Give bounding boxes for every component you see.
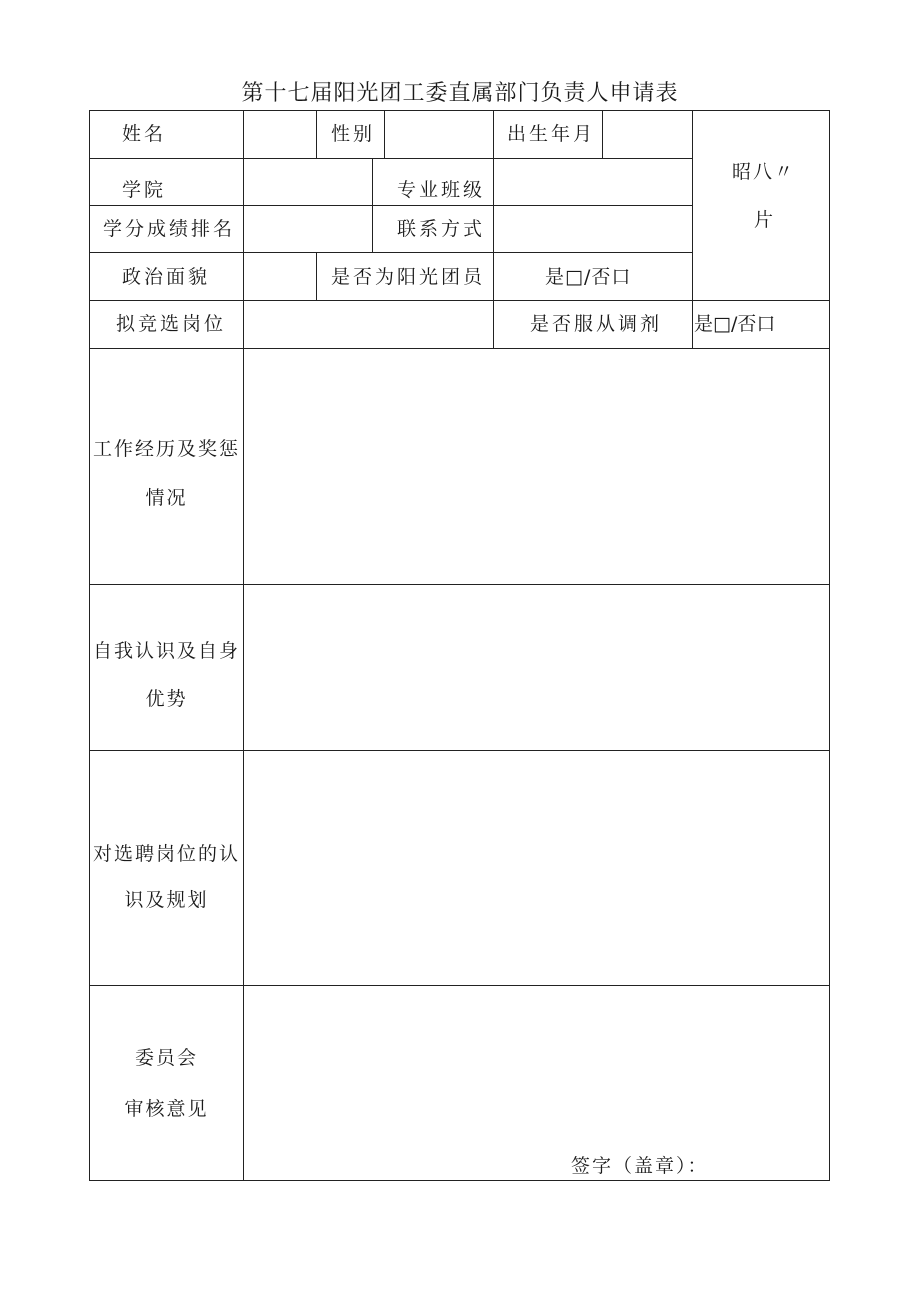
column-divider bbox=[372, 158, 373, 252]
row-divider bbox=[89, 750, 830, 751]
self-label-line2: 优势 bbox=[145, 688, 188, 710]
column-divider bbox=[493, 110, 494, 349]
photo-label-line1: 昭八〃 bbox=[732, 161, 796, 183]
obey-adjust-choice[interactable]: 是□/否口 bbox=[694, 313, 776, 335]
sunshine-member-choice[interactable]: 是□/否口 bbox=[545, 266, 632, 288]
major-class-field[interactable] bbox=[495, 160, 691, 204]
column-divider bbox=[316, 110, 317, 158]
political-status-field[interactable] bbox=[245, 254, 315, 299]
birth-field[interactable] bbox=[604, 112, 691, 157]
gender-field[interactable] bbox=[386, 112, 492, 157]
college-field[interactable] bbox=[245, 160, 371, 204]
column-divider bbox=[602, 110, 603, 158]
committee-opinion-field[interactable] bbox=[245, 987, 828, 1137]
committee-label-line2: 审核意见 bbox=[124, 1098, 209, 1120]
sunshine-member-label: 是否为阳光团员 bbox=[331, 266, 486, 288]
gpa-rank-field[interactable] bbox=[245, 207, 371, 251]
name-field[interactable] bbox=[245, 112, 315, 157]
row-divider bbox=[89, 300, 830, 301]
experience-label-line1: 工作经历及奖惩 bbox=[92, 438, 240, 460]
row-divider bbox=[89, 584, 830, 585]
plan-label-line2: 识及规划 bbox=[124, 889, 209, 911]
experience-field[interactable] bbox=[245, 350, 828, 583]
row-divider bbox=[89, 348, 830, 349]
photo-placeholder[interactable] bbox=[694, 112, 828, 299]
major-class-label: 专业班级 bbox=[397, 179, 486, 201]
experience-label-line2: 情况 bbox=[145, 487, 188, 509]
plan-field[interactable] bbox=[245, 752, 828, 984]
self-label-line1: 自我认识及自身 bbox=[92, 640, 240, 662]
column-divider bbox=[384, 110, 385, 158]
plan-label-line1: 对选聘岗位的认 bbox=[92, 843, 240, 865]
committee-label-line1: 委员会 bbox=[134, 1047, 198, 1069]
self-field[interactable] bbox=[245, 586, 828, 749]
table-border-right bbox=[829, 110, 830, 1181]
photo-column-divider bbox=[692, 110, 693, 349]
obey-adjust-label: 是否服从调剂 bbox=[530, 313, 663, 335]
position-field[interactable] bbox=[245, 302, 492, 347]
college-label: 学院 bbox=[122, 179, 167, 201]
label-column-divider bbox=[243, 110, 244, 1181]
row-divider bbox=[89, 252, 693, 253]
row-divider bbox=[89, 985, 830, 986]
name-label: 姓名 bbox=[122, 123, 167, 145]
gpa-rank-label: 学分成绩排名 bbox=[103, 218, 236, 240]
political-status-label: 政治面貌 bbox=[122, 266, 211, 288]
row-divider bbox=[89, 205, 693, 206]
contact-field[interactable] bbox=[495, 207, 691, 251]
contact-label: 联系方式 bbox=[397, 218, 486, 240]
birth-label: 出生年月 bbox=[507, 123, 596, 145]
signature-label: 签字（盖章）： bbox=[571, 1155, 709, 1177]
position-label: 拟竞选岗位 bbox=[116, 313, 227, 335]
table-border-top bbox=[89, 110, 830, 111]
form-title: 第十七届阳光团工委直属部门负责人申请表 bbox=[241, 81, 679, 106]
table-border-bottom bbox=[89, 1180, 830, 1181]
photo-label-line2: 片 bbox=[754, 209, 777, 231]
gender-label: 性别 bbox=[331, 123, 376, 145]
column-divider bbox=[316, 252, 317, 300]
row-divider bbox=[89, 158, 693, 159]
